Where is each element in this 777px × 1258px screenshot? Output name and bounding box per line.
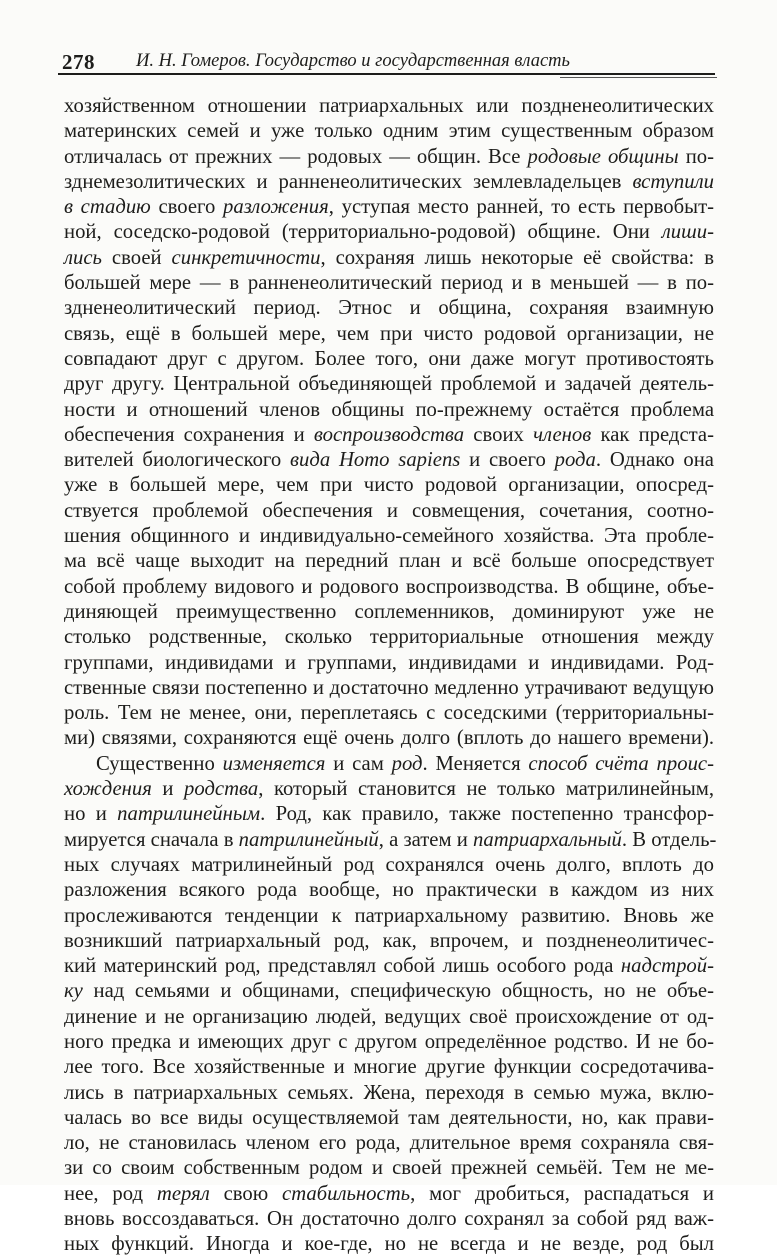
text-line: [64, 600, 714, 625]
text-segment: своего: [150, 196, 224, 219]
emphasis-text: родовые общины: [527, 145, 679, 168]
text-line: [64, 1232, 714, 1257]
text-segment: . Меняется: [422, 752, 529, 775]
page-header: [58, 40, 733, 76]
text-line: [64, 878, 714, 903]
text-segment: как предста-: [591, 423, 715, 446]
text-segment: динение и не организацию людей, ведущих своё происхождение от од-: [64, 1005, 714, 1028]
text-line: [64, 853, 714, 878]
text-segment: вителей биологического: [64, 449, 291, 472]
text-line: [64, 195, 714, 220]
text-segment: материнских семей и уже только одним этим существенным образом: [64, 120, 714, 143]
emphasis-text: хождения: [64, 778, 152, 801]
text-segment: возникший патриархальный род, как, впрочем, и поздненеолитичес-: [64, 929, 714, 952]
text-segment: диняющей преимущественно соплеменников, доминируют уже не: [64, 600, 714, 623]
text-segment: Существенно: [96, 752, 223, 775]
text-line: [64, 1131, 714, 1156]
text-segment: и своего: [460, 449, 555, 472]
text-line: [64, 473, 714, 498]
text-segment: ма всё чаще выходит на передний план и всё больше опосредствует: [64, 550, 714, 573]
text-line: [64, 119, 714, 144]
text-line: [64, 676, 714, 701]
text-line: [64, 1005, 714, 1030]
text-segment: ствуется проблемой обеспечения и совмещения, сочетания, соотно-: [64, 499, 714, 522]
text-line: [64, 625, 714, 650]
text-segment: вновь воссоздаваться. Он достаточно долго сохранял за собой ряд важ-: [64, 1208, 714, 1231]
text-segment: и: [151, 778, 185, 801]
text-line: [64, 828, 717, 853]
text-segment: зи со своим собственным родом и своей прежней семьёй. Тем не ме-: [64, 1157, 714, 1180]
text-segment: разложения всякого рода вообще, но практически в каждом из них: [64, 879, 714, 902]
text-segment: друг другу. Центральной объединяющей проблемой и задачей деятель-: [64, 373, 714, 396]
text-segment: своих: [464, 423, 534, 446]
emphasis-text: ку: [64, 980, 83, 1003]
text-line: [64, 575, 714, 600]
text-segment: , а затем и: [378, 828, 473, 851]
text-segment: ных случаях матрилинейный род сохранялся очень долго, вплоть до: [64, 853, 714, 876]
text-segment: нее, род: [64, 1182, 157, 1205]
text-segment: роль. Тем не менее, они, переплетаясь с соседскими (территориальны-: [64, 702, 714, 725]
emphasis-text: родства: [184, 778, 259, 801]
text-line: [64, 1156, 714, 1181]
emphasis-text: способ счёта проис-: [528, 752, 714, 775]
text-line: [64, 246, 714, 271]
text-segment: ности и отношений членов общины по-прежнему остаётся проблема: [64, 398, 714, 421]
text-segment: прослеживаются тенденции к патриархальному развитию. Вновь же: [64, 904, 714, 927]
text-line: [64, 271, 714, 296]
text-segment: и сам: [325, 752, 392, 775]
text-segment: лись в патриархальных семьях. Жена, переходя в семью мужа, вклю-: [64, 1081, 714, 1104]
text-segment: зднемезолитических и ранненеолитических землевладельцев: [64, 170, 633, 193]
text-segment: группами, индивидами и группами, индивидами и индивидами. Род-: [64, 651, 714, 674]
text-line: [64, 1182, 714, 1207]
text-line: [64, 398, 714, 423]
text-segment: кий материнский род, представлял собой лишь особого рода: [64, 955, 621, 978]
body-text: [64, 94, 717, 1258]
text-segment: обеспечения сохранения и: [64, 423, 314, 446]
text-line: [64, 322, 714, 347]
text-line: [64, 802, 714, 827]
text-segment: собой проблему видового и родового воспроизводства. В общине, объе-: [64, 575, 714, 598]
text-segment: столько родственные, сколько территориальные отношения между: [64, 626, 714, 649]
text-line: [64, 1207, 714, 1232]
emphasis-text: патрилинейный: [238, 828, 379, 851]
text-line: [64, 1081, 714, 1106]
emphasis-text: лись: [64, 246, 102, 269]
emphasis-text: воспроизводства: [313, 423, 465, 446]
emphasis-text: членов: [533, 423, 592, 446]
text-segment: , мог дробиться, распадаться и: [410, 1182, 715, 1205]
header-rule: [58, 73, 715, 75]
text-line: [64, 372, 714, 397]
text-segment: большей мере — в ранненеолитический период и в меньшей — в по-: [64, 272, 714, 295]
text-line: [64, 220, 714, 245]
emphasis-text: вида Homo sapiens: [290, 449, 461, 472]
emphasis-text: в стадию: [64, 196, 151, 219]
emphasis-text: терял: [156, 1182, 210, 1205]
text-segment: уже в большей мере, чем при чисто родовой организации, опосред-: [64, 474, 714, 497]
text-segment: . Род, как правило, также постепенно трансфор-: [260, 803, 714, 826]
text-segment: свою: [209, 1182, 283, 1205]
text-line: [64, 777, 714, 802]
text-segment: ственные связи постепенно и достаточно медленно утрачивают ведущую: [64, 676, 714, 699]
text-segment: мируется сначала в: [64, 828, 239, 851]
text-segment: ных функций. Иногда и кое-где, но не всегда и не везде, род был: [64, 1233, 714, 1256]
text-line: [64, 296, 714, 321]
emphasis-text: патрилинейным: [117, 803, 261, 826]
text-segment: . В отдель-: [621, 828, 717, 851]
text-line: [64, 1030, 714, 1055]
page-number: 278: [62, 50, 95, 74]
text-line: [64, 1055, 714, 1080]
emphasis-text: надстрой-: [620, 955, 714, 978]
emphasis-text: стабильность: [282, 1182, 411, 1205]
text-line: [64, 170, 714, 195]
text-segment: над семьями и общинами, специфическую общность, но не объе-: [82, 980, 714, 1003]
text-line: [64, 499, 714, 524]
text-segment: шения общинного и индивидуально-семейного хозяйства. Эта пробле-: [64, 525, 714, 548]
text-line: [64, 94, 714, 119]
text-segment: но и: [64, 803, 118, 826]
emphasis-text: рода: [554, 449, 596, 472]
text-line: [64, 145, 714, 170]
text-segment: ми) связями, сохраняются ещё очень долго (вплоть до нашего времени).: [64, 727, 714, 750]
text-line: [64, 904, 714, 929]
text-segment: здненеолитический период. Этнос и община, сохраняя взаимную: [64, 297, 714, 320]
emphasis-text: род: [391, 752, 423, 775]
text-segment: совпадают друг с другом. Более того, они даже могут противостоять: [64, 347, 714, 370]
emphasis-text: разложения: [223, 196, 329, 219]
emphasis-text: изменяется: [222, 752, 326, 775]
text-segment: своей: [101, 246, 172, 269]
text-line: [64, 448, 714, 473]
text-segment: ло, не становилась членом его рода, длительное время сохраняла свя-: [64, 1132, 714, 1155]
header-rule-secondary: [560, 77, 717, 78]
text-line: [64, 549, 714, 574]
text-line: [64, 347, 714, 372]
text-segment: , сохраняя лишь некоторые её свойства: в: [320, 246, 714, 269]
text-segment: ного предка и имеющих друг с другом определённое родство. И не бо-: [64, 1030, 714, 1053]
text-line: [64, 726, 714, 751]
text-segment: по-: [678, 145, 714, 168]
emphasis-text: патриархальный: [473, 828, 622, 851]
text-segment: . Однако она: [595, 449, 714, 472]
text-segment: связь, ещё в большей мере, чем при чисто родовой организации, не: [64, 322, 714, 345]
text-line: [64, 651, 714, 676]
text-segment: хозяйственном отношении патриархальных или поздненеолитических: [64, 95, 714, 117]
text-segment: отличалась от прежних — родовых — общин. Все: [64, 145, 528, 168]
text-segment: , который становится не только матрилинейным,: [258, 778, 714, 801]
emphasis-text: лиши-: [661, 221, 714, 244]
running-title: И. Н. Гомеров. Государство и государственная власть: [136, 51, 570, 71]
text-line: [64, 423, 714, 448]
text-line: [64, 979, 714, 1004]
text-line: [64, 752, 714, 777]
emphasis-text: вступили: [632, 170, 714, 193]
text-segment: лее того. Все хозяйственные и многие другие функции сосредотачива-: [64, 1056, 714, 1079]
text-segment: ной, соседско-родовой (территориально-родовой) общине. Они: [64, 221, 662, 244]
text-line: [64, 701, 714, 726]
text-line: [64, 524, 714, 549]
text-line: [64, 954, 714, 979]
text-segment: , уступая место ранней, то есть первобыт-: [328, 196, 714, 219]
text-line: [64, 1106, 714, 1131]
text-segment: чалась во все виды осуществляемой там деятельности, но, как прави-: [64, 1106, 714, 1129]
emphasis-text: синкретичности: [171, 246, 321, 269]
text-line: [64, 929, 714, 954]
